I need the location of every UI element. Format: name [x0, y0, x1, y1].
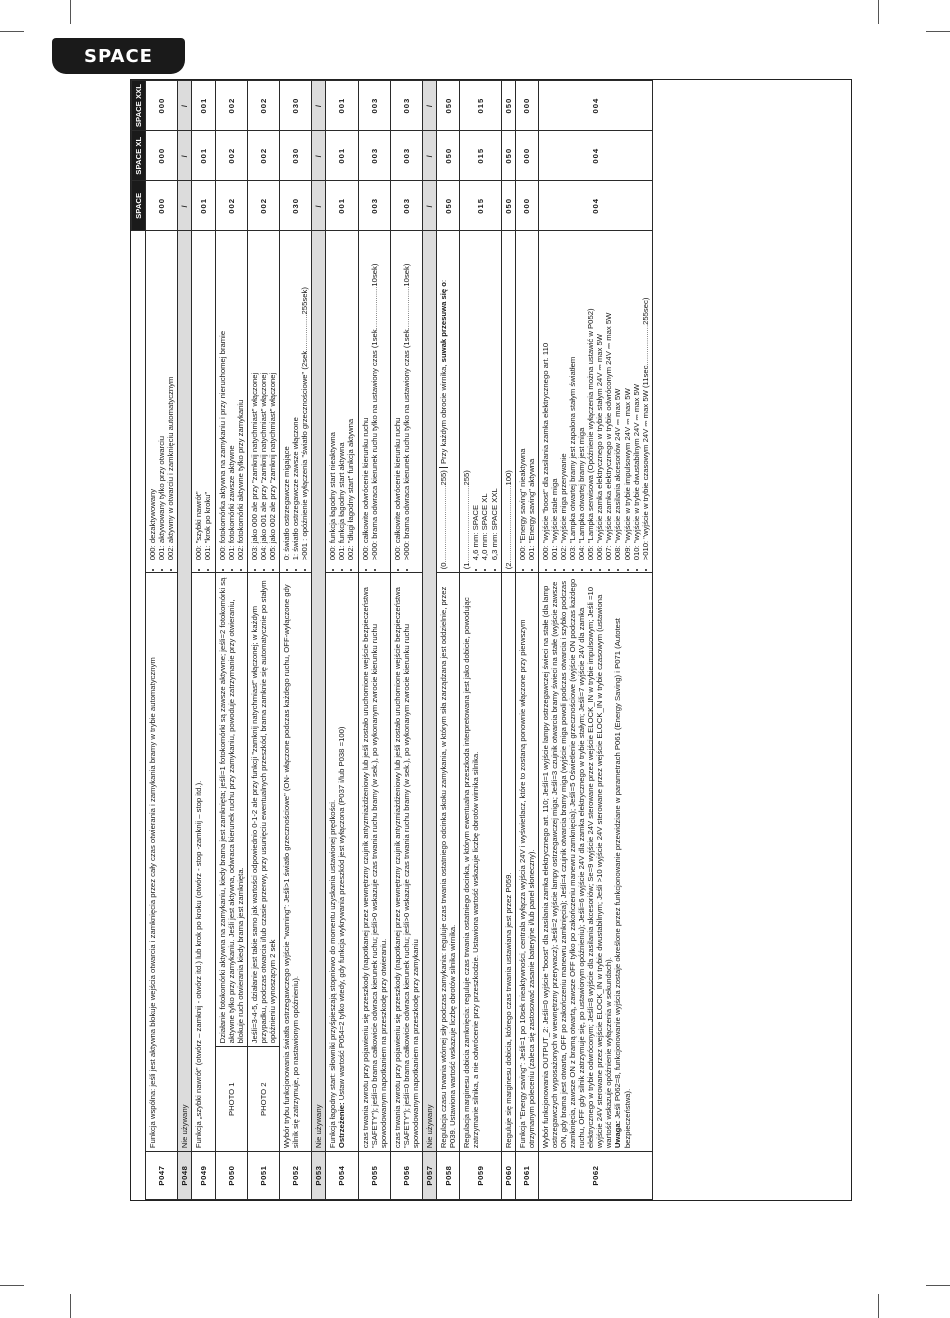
- option: • 000: całkowite odwrócenie kierunku ruchu: [361, 234, 370, 560]
- param-code: P059: [460, 1152, 501, 1200]
- param-desc: Funkcja „szybki nawrót” (otwórz – zamknij - otwórz itd.) lub krok po kroku (otwórz - stop -zamknij – stop itd.).: [192, 573, 215, 1152]
- value-space-xxl: 000: [146, 81, 178, 131]
- param-desc: Regulacja marginesu dobicia zamknięcia: reguluje czas trwania ostatniego docinka, w którym ewentualna przeszkoda interpretowana jest jako dobicie, powodując zatrzymanie silnika, a nie odwrócenie przy przeszkodzie. Ustawiona wartość wskazuje liczbę obrotów wirnika silnika.: [460, 573, 501, 1152]
- param-options: [358, 231, 390, 573]
- param-desc: Nie używany: [312, 231, 326, 1152]
- option: • 001: aktywowany tylko przy otwarciu: [157, 234, 166, 560]
- param-options: [215, 231, 247, 573]
- param-desc-text: Wybór funkcjonowania OUTPUT_2: Jeśli=0 wyjście "boost" dla zasilania zamka elektrycznego art. 110; Jeśli=1 wyjście lampy ostrzegawczej świeci na stałe (dla lamp ostrzegawczych wyposażonych w wewnętrzny przerywacz); Jeśli=2 wyjście lampy ostrzegawczej miga; Jeśli=3 czujnik otwarcia bramy świeci na stałe (wyjście zawsze ON, gdy brama jest otwarta, OFF po zakończeniu manewru zamknięcia); Jeśli=4 czujnik otwarcia bramy miga (wyjście miga powoli podczas otwarcia i szybko podczas zamknięcia, zawsze ON z bramą otwartą, zawsze OFF tylko po zakończeniu manewru zamknięcia); Jeśli=5 Oświetlenie grzecznościowe (wyjście ON podczas każdego ruchu, OFF gdy silnik zatrzymuje się, po ustawionym opóźnieniu); Jeśli=6 wyjście 24V dla zamka elektrycznego w trybie stałym; Jeśli=7 wyjście 24V dla zamka elektrycznego w trybie odwróconym; Jeśli=8 wyjście dla zasilania akcesoriów; Se=9 wyjście 24V sterowane przez wejście ELOCK_IN w trybie impulsowym; Jeśli =10 wyjście 24V sterowane przez wejście ELOCK_IN w trybie dwustabilnym; Jeśli >10 wyjście 24V sterowane przez wejście ELOCK_IN w trybie czasowym (ustawiona wartość wskazuje opóźnienie wyłączenia w sekundach).: [540, 578, 614, 1149]
- option: • 003: "Lampka otwartej bramy jest zapalona stałym światłem: [568, 234, 577, 560]
- value-space-xl: 050: [437, 131, 460, 181]
- param-code: P054: [326, 1152, 358, 1200]
- option: • >000: brama odwraca kierunek ruchu tylko na ustawiony czas (1sek....................10sek): [370, 234, 379, 560]
- option: • 000: ”szybki nawrót”: [194, 234, 203, 560]
- value-space: 003: [358, 181, 390, 231]
- option: • >010: "wyjście w trybie czasowym 24V ⎓ max 5W (11sec...................255sec): [641, 234, 650, 560]
- table-row-p049: [192, 81, 215, 1200]
- param-desc: Funkcja wspólna: jeśli jest aktywna blokuje wejścia otwarcia i zamknięcia przez cały czas otwierania i zamykania bramy w trybie automatycznym: [146, 573, 178, 1152]
- value-space: /: [178, 181, 192, 231]
- crop-mark: [878, 0, 879, 24]
- value-space: 001: [326, 181, 358, 231]
- param-code: P055: [358, 1152, 390, 1200]
- param-note-colon: :: [439, 279, 449, 282]
- param-options: [247, 231, 279, 573]
- option: • 007: "wyjście zamka elektrycznego w trybie odwróconym 24V ⎓ max 5W: [604, 234, 613, 560]
- option: • 009: "wyjście w trybie impulsowym 24V ⎓ max 5W: [623, 234, 632, 560]
- value-space-xxl: 050: [501, 81, 515, 131]
- option: • >001 : opóźnienie wyłączenia "światło grzecznościowe" (2sek.................255sek): [300, 234, 309, 560]
- value-space-xxl: 003: [390, 81, 422, 131]
- warning-text: Jeśli P062=8, funkcjonowanie wyjścia zostaje określone przez funkcjonowanie przewidziane w parametrach P061 (Energy Saving) i P071 (Autotest bezpieczeństwa).: [613, 618, 632, 1149]
- value-space-xl: 000: [515, 131, 538, 181]
- param-desc: Regulacja czasu trwania wtórnej siły podczas zamykania: reguluje czas trwania ostatniego odcinka skoku zamykania, w którym siła zarządzana jest oddzielnie, przez P039. Ustawiona wartość wskazuje liczbę obrotów silnika wirnika.: [437, 573, 460, 1152]
- option: • 0: światło ostrzegawcze migające: [282, 234, 291, 560]
- warning-text: Ustaw wartość P054=2 tylko wtedy, gdy funkcja wykrywania przeszkód jest wyłączona (P037 i/lub P038 =100): [337, 726, 347, 1101]
- param-code: P057: [423, 1152, 437, 1200]
- option: • 6,3 mm: SPACE XXL: [490, 234, 499, 560]
- option: • 004: "Lampka otwartej bramy jest miga: [577, 234, 586, 560]
- value-space-xxl: 030: [280, 81, 312, 131]
- value-space: 001: [192, 181, 215, 231]
- param-desc: Działanie fotokomórki aktywna na zamykaniu, kiedy brama jest zamknięta; jeśli=1 fotokomórki są zawsze aktywne; jeśli=2 fotokomórki są aktywne tylko przy zamykaniu. Jeśli jest aktywna, odwraca kierunek ruchu przy zamykaniu, powoduje zatrzymanie przy otwieraniu, blokuje ruch otwierania kiedy brama jest zamknięta.: [215, 573, 247, 1047]
- table-header-row: [132, 81, 146, 1200]
- option: • 005: jako 002 ale przy ”zamknij natychmiast” włączonej: [268, 234, 277, 560]
- param-desc: Reguluje się marginesu dobicia, którego czas trwania ustawiana jest przez P059.: [501, 573, 515, 1152]
- value-space-xxl: 001: [192, 81, 215, 131]
- value-space: 000: [146, 181, 178, 231]
- value-space-xxl: 002: [247, 81, 279, 131]
- value-space-xl: 002: [247, 131, 279, 181]
- param-code: P053: [312, 1152, 326, 1200]
- option: • 000: "wyjście "boost" dla zasilania zamka elektrycznego art. 110: [541, 234, 550, 560]
- option: • 005: "Lampka serwisowa (Opóźnienie wyłączenia można ustawić w P052): [586, 234, 595, 560]
- value-space-xxl: 000: [515, 81, 538, 131]
- value-space: 050: [437, 181, 460, 231]
- brand-logo: SPACE: [84, 45, 153, 67]
- table-row-p052: [280, 81, 312, 1200]
- option: • 1: światło ostrzegawcze zawsze włączone: [291, 234, 300, 560]
- parameter-table: [131, 80, 653, 1200]
- param-subgroup: PHOTO 1: [215, 1047, 247, 1152]
- param-range: (1....................................255): [462, 470, 472, 570]
- param-code: P052: [280, 1152, 312, 1200]
- table-row-p047: [146, 81, 178, 1200]
- option: • 001: "Energy saving" aktywna: [527, 234, 536, 560]
- value-space-xxl: 050: [437, 81, 460, 131]
- value-space-xxl: 001: [326, 81, 358, 131]
- option: • 002: "wyjście miga przerywanie: [559, 234, 568, 560]
- param-options: [326, 231, 358, 573]
- option: • 001: funkcja łagodny start aktywna: [337, 234, 346, 560]
- value-space-xl: 003: [358, 131, 390, 181]
- param-code: P061: [515, 1152, 538, 1200]
- param-note-text: Przy każdym obrocie wirnika,: [439, 364, 449, 465]
- col-space: SPACE: [132, 181, 146, 231]
- value-space: 003: [390, 181, 422, 231]
- param-options: [192, 231, 215, 573]
- value-space-xl: 001: [326, 131, 358, 181]
- param-code: P049: [192, 1152, 215, 1200]
- param-desc: Nie używany: [423, 231, 437, 1152]
- value-space-xl: 002: [215, 131, 247, 181]
- value-space: 000: [515, 181, 538, 231]
- col-space-xxl: SPACE XXL: [132, 81, 146, 131]
- option: • 000: fotokomórka aktywna na zamykaniu i przy nieruchomej bramie: [218, 234, 227, 560]
- option: • 001: "wyjście stale miga: [550, 234, 559, 560]
- param-code: P050: [215, 1152, 247, 1200]
- value-space-xxl: 015: [460, 81, 501, 131]
- option: • 004: jako 001 ale przy ”zamknij natychmiast” włączonej: [259, 234, 268, 560]
- crop-mark: [70, 0, 71, 24]
- crop-mark: [926, 31, 950, 32]
- crop-mark: [926, 1285, 950, 1286]
- param-note-bold: suwak przesuwa się o: [439, 282, 449, 363]
- param-desc: [326, 573, 358, 1152]
- value-space: 002: [247, 181, 279, 231]
- table-row-p053: [312, 81, 326, 1200]
- option: • 010: "wyjście w trybie dwustabilnym 24V ⎓ max 5W: [632, 234, 641, 560]
- option: • 000: funkcja łagodny start nieaktywna: [328, 234, 337, 560]
- param-desc: [538, 573, 652, 1152]
- param-code: P051: [247, 1152, 279, 1200]
- param-options: [460, 231, 501, 573]
- option: • 4,0 mm: SPACE XL: [480, 234, 489, 560]
- option: • 003: jako 000 ale przy ”zamknij natychmiast” włączonej: [250, 234, 259, 560]
- crop-mark: [0, 31, 24, 32]
- option: • 002: fotokomórki aktywne tylko przy zamykaniu: [236, 234, 245, 560]
- param-options: [146, 231, 178, 573]
- param-code: P058: [437, 1152, 460, 1200]
- param-note: [439, 280, 448, 468]
- table-row-p054: [326, 81, 358, 1200]
- value-space: /: [312, 181, 326, 231]
- param-range: (0....................................255): [439, 470, 449, 570]
- param-subgroup: PHOTO 2: [247, 1047, 279, 1152]
- crop-mark: [878, 1294, 879, 1318]
- table-row-p048: [178, 81, 192, 1200]
- value-space-xxl: 004: [538, 81, 652, 131]
- value-space: 050: [501, 181, 515, 231]
- brand-logo-tab: [52, 38, 185, 74]
- param-code: P047: [146, 1152, 178, 1200]
- table-row-p050: [215, 81, 247, 1200]
- option: • 002: ”długi łagodny start” funkcja aktywna: [346, 234, 355, 560]
- value-space-xxl: /: [312, 81, 326, 131]
- param-code: P062: [538, 1152, 652, 1200]
- param-desc: Jeśli=3-4-5, działanie jest takie samo jak wartości odpowiednio 0-1-2 ale przy funkcji ”zamknij natychmiast” włączonej; w każdym przypadku, podczas otwarcia i/lub czasie przerwy, przy usunięciu ewentualnych przeszkód, brama zamknie się automatycznie po stałym opóźnieniu wynoszącym 2 sek: [247, 573, 279, 1047]
- value-space-xl: 001: [192, 131, 215, 181]
- param-desc: czas trwania zwrotu przy pojawieniu się przeszkody (napotkanej przez wewnętrzny czujnik antyzmiażdżeniowy lub jeśli zostało uruchomione wejście bezpieczeństwa "SAFETY"); jeśli=0 brama całkowicie odwraca kierunek ruchu; jeśli>0 wskazuje czas trwania ruchu bramy (w sek.), po wykonanym zwrocie kierunku ruchu spowodowanym napotkaniem na przeszkodę przy zamykaniu: [390, 573, 422, 1152]
- table-row-p061: [515, 81, 538, 1200]
- option: • 000: dezaktywowany: [148, 234, 157, 560]
- value-space-xl: 030: [280, 131, 312, 181]
- param-options: [437, 231, 460, 573]
- value-space: 004: [538, 181, 652, 231]
- value-space-xl: /: [178, 131, 192, 181]
- param-desc: Funkcja "Energy saving": Jeśli=1 po 10sek nieaktywności, centrala wyłącza wyjścia 24V i wyświetlacz, które to zostaną ponownie włączone przy pierwszym otrzymanym poleceniu (zaleca się zastosować zasanie bateryjne i/lub panel słoneczny).: [515, 573, 538, 1152]
- option: • 4,6 mm: SPACE: [471, 234, 480, 560]
- table-row-p056: [390, 81, 422, 1200]
- table-row-p057: [423, 81, 437, 1200]
- option: • 002: aktywny w otwarciu i zamknięciu automatycznym: [166, 234, 175, 560]
- table-row-p051: [247, 81, 279, 1200]
- param-code: P048: [178, 1152, 192, 1200]
- warning-label: Uwaga:: [613, 1120, 623, 1149]
- value-space: 015: [460, 181, 501, 231]
- table-row-p059: [460, 81, 501, 1200]
- col-space-xl: SPACE XL: [132, 131, 146, 181]
- table-row-p055: [358, 81, 390, 1200]
- value-space-xl: 015: [460, 131, 501, 181]
- warning-label: Ostrzeżenie:: [337, 1102, 347, 1149]
- value-space-xxl: /: [178, 81, 192, 131]
- table-row-p062: [538, 81, 652, 1200]
- option: • 008: "wyjście zasilania akcesoriów 24V ⎓ max 5W: [613, 234, 622, 560]
- value-space: /: [423, 181, 437, 231]
- value-space: 030: [280, 181, 312, 231]
- table-row-p058: [437, 81, 460, 1200]
- param-range: (2....................................100): [501, 231, 515, 573]
- option: • 001: fotokomórki zawsze aktywne: [227, 234, 236, 560]
- table-row-p060: [501, 81, 515, 1200]
- value-space-xxl: /: [423, 81, 437, 131]
- value-space-xl: 004: [538, 131, 652, 181]
- value-space-xxl: 002: [215, 81, 247, 131]
- param-options: [390, 231, 422, 573]
- option: • >000: brama odwraca kierunek ruchu tylko na ustawiony czas (1sek....................10sek): [402, 234, 411, 560]
- param-options: [538, 231, 652, 573]
- param-options: [280, 231, 312, 573]
- param-code: P056: [390, 1152, 422, 1200]
- param-desc: Wybór trybu funkcjonowania światła ostrzegawczego wyjście "warning": Jeśli>1 światło grzecznościowe" (ON- włączone podczas każdego ruchu, OFF-wyłączone gdy silnik się zatrzymuje, po nastawionym opóźnieniu).: [280, 573, 312, 1152]
- value-space-xl: /: [423, 131, 437, 181]
- value-space-xl: 000: [146, 131, 178, 181]
- value-space: 002: [215, 181, 247, 231]
- option: • 006: "wyjście zamka elektrycznego w trybie stałym 24V ⎓ max 5W: [595, 234, 604, 560]
- value-space-xl: 003: [390, 131, 422, 181]
- value-space-xl: 050: [501, 131, 515, 181]
- parameter-table-page: [130, 79, 852, 1201]
- param-code: P060: [501, 1152, 515, 1200]
- param-options: [515, 231, 538, 573]
- param-desc-text: Funkcja łagodny start: siłowniki przyśpieszają stopniowo do momentu uzyskania ustawionej prędkości.: [328, 799, 338, 1149]
- value-space-xl: /: [312, 131, 326, 181]
- param-desc: Nie używany: [178, 231, 192, 1152]
- value-space-xxl: 003: [358, 81, 390, 131]
- crop-mark: [0, 1285, 24, 1286]
- crop-mark: [70, 1294, 71, 1318]
- param-desc: czas trwania zwrotu przy pojawieniu się przeszkody (napotkanej przez wewnętrzny czujnik antyzmiażdżeniowy lub jeśli zostało uruchomione wejście bezpieczeństwa "SAFETY"); jeśli=0 brama całkowicie odwraca kierunek ruchu; jeśli>0 wskazuje czas trwania ruchu bramy (w sek.), po wykonanym zwrocie kierunku ruchu spowodowanym napotkaniem na przeszkodę przy otwieraniu.: [358, 573, 390, 1152]
- option: • 000: całkowite odwrócenie kierunku ruchu: [393, 234, 402, 560]
- option: • 001: ”krok po kroku”: [203, 234, 212, 560]
- option: • 000: "Energy saving" nieaktywna: [518, 234, 527, 560]
